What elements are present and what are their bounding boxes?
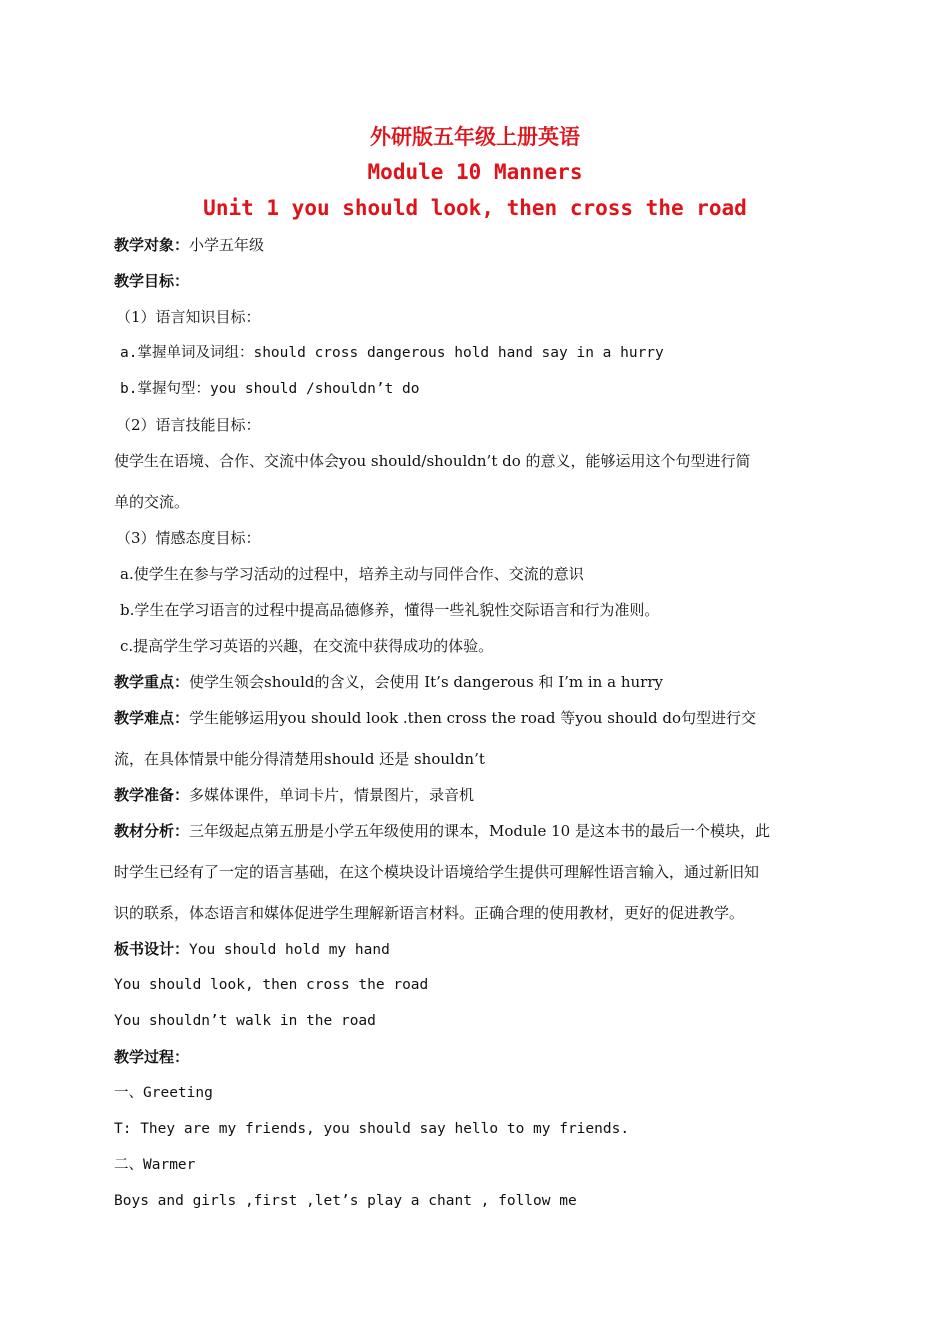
step-1-heading: 一、Greeting [114, 1085, 213, 1101]
step-1-text: T: They are my friends, you should say hello to my friends. [114, 1121, 630, 1137]
target-label: 教学对象： [114, 236, 190, 254]
goal-3b: b.学生在学习语言的过程中提高品德修养，懂得一些礼貌性交际语言和行为准则。 [120, 601, 660, 619]
process-label: 教学过程： [114, 1048, 190, 1066]
difficulties-value: 学生能够运用you should look .then cross the road 等you should do句型进行交 [189, 709, 757, 727]
board-line2: You should look, then cross the road [114, 977, 429, 993]
board-label: 板书设计： [114, 940, 190, 958]
difficulties-label: 教学难点： [114, 709, 190, 727]
goal-1-heading: （1）语言知识目标： [116, 308, 261, 326]
goal-3-heading: （3）情感态度目标： [116, 529, 261, 547]
unit-title: Unit 1 you should look, then cross the road [203, 196, 747, 220]
step-2-text: Boys and girls ,first ,let’s play a chant , follow me [114, 1193, 577, 1209]
step-2-heading: 二、Warmer [114, 1157, 196, 1173]
goal-3c: c.提高学生学习英语的兴趣，在交流中获得成功的体验。 [120, 637, 494, 655]
key-points-row [114, 671, 838, 693]
goal-3a: a.使学生在参与学习活动的过程中，培养主动与同伴合作、交流的意识 [120, 565, 584, 583]
analysis-label: 教材分析： [114, 822, 190, 840]
preparation-row [114, 784, 838, 806]
process-heading [114, 1046, 838, 1068]
board-row [114, 938, 838, 961]
goal-2-text-line2: 单的交流。 [114, 493, 190, 511]
goal-1b: b.掌握句型：you should /shouldn’t do [120, 381, 420, 397]
preparation-label: 教学准备： [114, 786, 190, 804]
target-row [114, 234, 838, 256]
goal-1a: a.掌握单词及词组：should cross dangerous hold hand say in a hurry [120, 345, 664, 361]
analysis-line3: 识的联系，体态语言和媒体促进学生理解新语言材料。正确合理的使用教材，更好的促进教学。 [114, 904, 745, 922]
goals-heading [114, 270, 838, 292]
document-title: 外研版五年级上册英语 [370, 124, 580, 149]
analysis-row [114, 820, 838, 842]
board-line3: You shouldn’t walk in the road [114, 1013, 376, 1029]
key-points-label: 教学重点： [114, 673, 190, 691]
goal-2-heading: （2）语言技能目标： [116, 416, 261, 434]
analysis-line2: 时学生已经有了一定的语言基础，在这个模块设计语境给学生提供可理解性语言输入，通过新旧知 [114, 863, 760, 881]
module-title: Module 10 Manners [367, 160, 583, 184]
target-value: 小学五年级 [189, 236, 265, 254]
goal-2-text-line1: 使学生在语境、合作、交流中体会you should/shouldn’t do 的意义，能够运用这个句型进行简 [114, 452, 751, 470]
difficulties-row-2: 流，在具体情景中能分得清楚用should 还是 shouldn’t [114, 750, 485, 768]
goals-label: 教学目标： [114, 272, 190, 290]
difficulties-row [114, 707, 838, 729]
preparation-value: 多媒体课件，单词卡片，情景图片，录音机 [189, 786, 475, 804]
key-points-value: 使学生领会should的含义，会使用 It’s dangerous 和 I’m in a hurry [189, 673, 663, 691]
board-line1: You should hold my hand [189, 942, 390, 958]
analysis-line1: 三年级起点第五册是小学五年级使用的课本，Module 10 是这本书的最后一个模块，此 [189, 822, 770, 840]
